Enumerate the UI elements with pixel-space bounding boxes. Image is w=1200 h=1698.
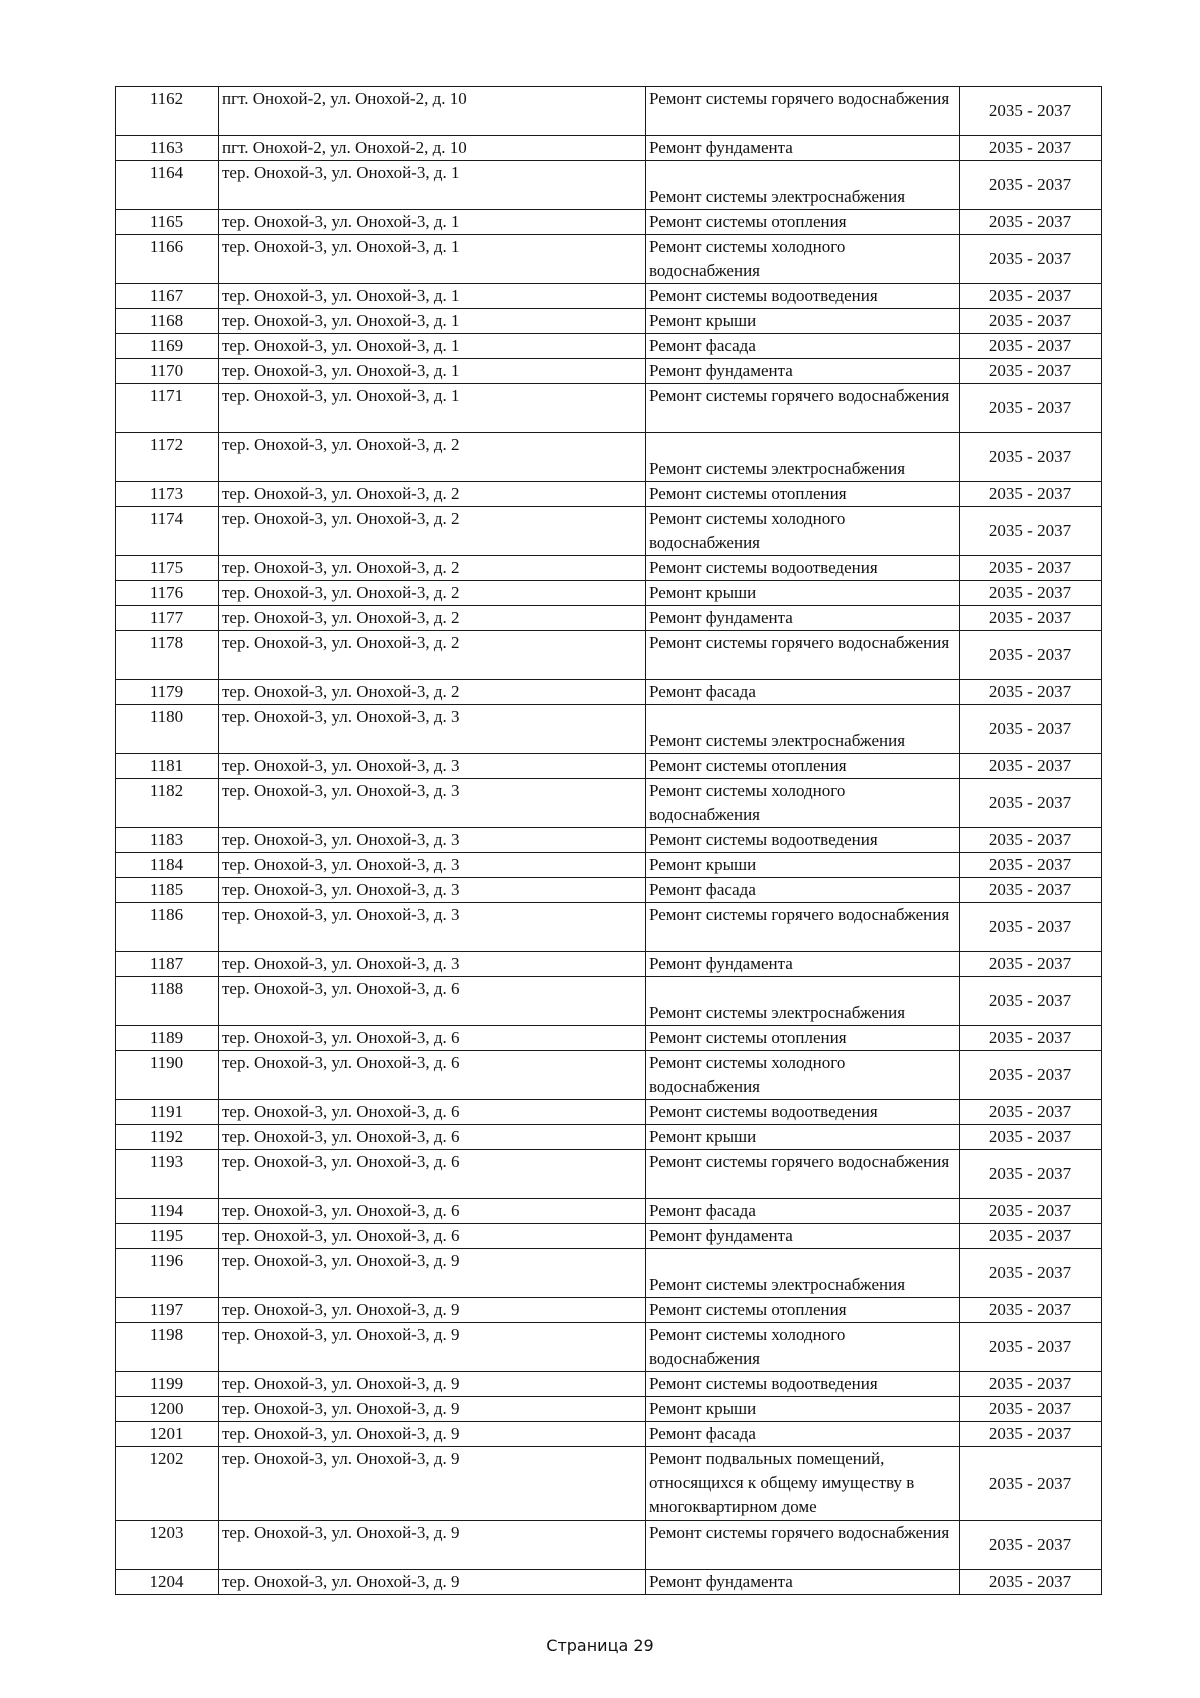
table-row xyxy=(116,210,1102,235)
row-period: 2035 - 2037 xyxy=(960,309,1102,334)
row-address: тер. Онохой-3, ул. Онохой-3, д. 2 xyxy=(219,556,646,581)
table-row xyxy=(116,952,1102,977)
table-row xyxy=(116,1125,1102,1150)
table-row xyxy=(116,433,1102,482)
row-address: пгт. Онохой-2, ул. Онохой-2, д. 10 xyxy=(219,136,646,161)
row-address: тер. Онохой-3, ул. Онохой-3, д. 1 xyxy=(219,284,646,309)
row-work-type: Ремонт системы горячего водоснабжения xyxy=(646,1521,960,1570)
table-row xyxy=(116,507,1102,556)
table-row xyxy=(116,87,1102,136)
row-number: 1175 xyxy=(116,556,219,581)
row-number: 1188 xyxy=(116,977,219,1026)
row-number: 1177 xyxy=(116,606,219,631)
row-number: 1186 xyxy=(116,903,219,952)
row-work-type: Ремонт системы холодного водоснабжения xyxy=(646,1051,960,1100)
row-period: 2035 - 2037 xyxy=(960,606,1102,631)
row-address: тер. Онохой-3, ул. Онохой-3, д. 2 xyxy=(219,680,646,705)
row-address: тер. Онохой-3, ул. Онохой-3, д. 9 xyxy=(219,1447,646,1521)
row-number: 1191 xyxy=(116,1100,219,1125)
row-period: 2035 - 2037 xyxy=(960,1125,1102,1150)
row-period: 2035 - 2037 xyxy=(960,1422,1102,1447)
row-address: тер. Онохой-3, ул. Онохой-3, д. 9 xyxy=(219,1298,646,1323)
row-address: тер. Онохой-3, ул. Онохой-3, д. 3 xyxy=(219,952,646,977)
row-address: тер. Онохой-3, ул. Онохой-3, д. 3 xyxy=(219,853,646,878)
row-work-type: Ремонт фасада xyxy=(646,1422,960,1447)
row-period: 2035 - 2037 xyxy=(960,507,1102,556)
row-address: тер. Онохой-3, ул. Онохой-3, д. 9 xyxy=(219,1521,646,1570)
row-period: 2035 - 2037 xyxy=(960,680,1102,705)
row-work-type: Ремонт системы водоотведения xyxy=(646,556,960,581)
row-period: 2035 - 2037 xyxy=(960,359,1102,384)
row-work-type: Ремонт системы горячего водоснабжения xyxy=(646,87,960,136)
row-address: тер. Онохой-3, ул. Онохой-3, д. 2 xyxy=(219,606,646,631)
row-number: 1193 xyxy=(116,1150,219,1199)
table-row xyxy=(116,1570,1102,1595)
table-row xyxy=(116,1422,1102,1447)
row-address: тер. Онохой-3, ул. Онохой-3, д. 6 xyxy=(219,1051,646,1100)
table-row xyxy=(116,1051,1102,1100)
row-period: 2035 - 2037 xyxy=(960,1249,1102,1298)
row-address: тер. Онохой-3, ул. Онохой-3, д. 2 xyxy=(219,581,646,606)
row-address: тер. Онохой-3, ул. Онохой-3, д. 9 xyxy=(219,1422,646,1447)
row-address: тер. Онохой-3, ул. Онохой-3, д. 1 xyxy=(219,210,646,235)
row-work-type: Ремонт фасада xyxy=(646,1199,960,1224)
row-period: 2035 - 2037 xyxy=(960,779,1102,828)
row-address: тер. Онохой-3, ул. Онохой-3, д. 6 xyxy=(219,1224,646,1249)
row-address: тер. Онохой-3, ул. Онохой-3, д. 2 xyxy=(219,482,646,507)
row-work-type: Ремонт системы электроснабжения xyxy=(646,977,960,1026)
row-work-type: Ремонт системы горячего водоснабжения xyxy=(646,631,960,680)
row-address: тер. Онохой-3, ул. Онохой-3, д. 3 xyxy=(219,705,646,754)
row-period: 2035 - 2037 xyxy=(960,1051,1102,1100)
row-period: 2035 - 2037 xyxy=(960,581,1102,606)
row-work-type: Ремонт системы водоотведения xyxy=(646,828,960,853)
row-number: 1165 xyxy=(116,210,219,235)
table-row xyxy=(116,1224,1102,1249)
row-period: 2035 - 2037 xyxy=(960,235,1102,284)
row-work-type: Ремонт системы отопления xyxy=(646,210,960,235)
row-period: 2035 - 2037 xyxy=(960,1447,1102,1521)
row-address: тер. Онохой-3, ул. Онохой-3, д. 1 xyxy=(219,359,646,384)
row-work-type: Ремонт фундамента xyxy=(646,136,960,161)
table-row xyxy=(116,309,1102,334)
table-row xyxy=(116,359,1102,384)
row-period: 2035 - 2037 xyxy=(960,433,1102,482)
row-address: тер. Онохой-3, ул. Онохой-3, д. 6 xyxy=(219,1150,646,1199)
row-period: 2035 - 2037 xyxy=(960,334,1102,359)
row-work-type: Ремонт системы холодного водоснабжения xyxy=(646,1323,960,1372)
row-work-type: Ремонт системы холодного водоснабжения xyxy=(646,779,960,828)
row-work-type: Ремонт системы электроснабжения xyxy=(646,433,960,482)
row-address: тер. Онохой-3, ул. Онохой-3, д. 3 xyxy=(219,903,646,952)
table-row xyxy=(116,828,1102,853)
row-number: 1199 xyxy=(116,1372,219,1397)
row-period: 2035 - 2037 xyxy=(960,754,1102,779)
row-number: 1164 xyxy=(116,161,219,210)
row-work-type: Ремонт крыши xyxy=(646,853,960,878)
row-number: 1200 xyxy=(116,1397,219,1422)
row-address: тер. Онохой-3, ул. Онохой-3, д. 3 xyxy=(219,754,646,779)
row-period: 2035 - 2037 xyxy=(960,853,1102,878)
row-period: 2035 - 2037 xyxy=(960,705,1102,754)
row-address: тер. Онохой-3, ул. Онохой-3, д. 6 xyxy=(219,977,646,1026)
table-row xyxy=(116,1150,1102,1199)
table-row xyxy=(116,581,1102,606)
row-address: тер. Онохой-3, ул. Онохой-3, д. 1 xyxy=(219,309,646,334)
table-row xyxy=(116,754,1102,779)
row-work-type: Ремонт подвальных помещений, относящихся к общему имуществу в многоквартирном доме xyxy=(646,1447,960,1521)
row-work-type: Ремонт крыши xyxy=(646,581,960,606)
row-number: 1192 xyxy=(116,1125,219,1150)
row-address: тер. Онохой-3, ул. Онохой-3, д. 2 xyxy=(219,507,646,556)
row-address: тер. Онохой-3, ул. Онохой-3, д. 6 xyxy=(219,1026,646,1051)
row-period: 2035 - 2037 xyxy=(960,1199,1102,1224)
row-work-type: Ремонт крыши xyxy=(646,309,960,334)
row-work-type: Ремонт системы холодного водоснабжения xyxy=(646,235,960,284)
table-row xyxy=(116,779,1102,828)
row-address: тер. Онохой-3, ул. Онохой-3, д. 1 xyxy=(219,384,646,433)
row-work-type: Ремонт системы электроснабжения xyxy=(646,161,960,210)
row-number: 1183 xyxy=(116,828,219,853)
row-address: тер. Онохой-3, ул. Онохой-3, д. 6 xyxy=(219,1125,646,1150)
row-period: 2035 - 2037 xyxy=(960,284,1102,309)
table-row xyxy=(116,1372,1102,1397)
table-row xyxy=(116,1249,1102,1298)
row-work-type: Ремонт системы отопления xyxy=(646,1026,960,1051)
row-period: 2035 - 2037 xyxy=(960,878,1102,903)
row-period: 2035 - 2037 xyxy=(960,1323,1102,1372)
table-row xyxy=(116,878,1102,903)
table-row xyxy=(116,631,1102,680)
row-number: 1171 xyxy=(116,384,219,433)
row-work-type: Ремонт системы отопления xyxy=(646,482,960,507)
row-address: тер. Онохой-3, ул. Онохой-3, д. 9 xyxy=(219,1397,646,1422)
table-row xyxy=(116,136,1102,161)
row-work-type: Ремонт фасада xyxy=(646,878,960,903)
table-row xyxy=(116,1199,1102,1224)
row-number: 1185 xyxy=(116,878,219,903)
row-number: 1162 xyxy=(116,87,219,136)
row-work-type: Ремонт крыши xyxy=(646,1125,960,1150)
row-work-type: Ремонт фундамента xyxy=(646,1570,960,1595)
row-period: 2035 - 2037 xyxy=(960,161,1102,210)
row-address: тер. Онохой-3, ул. Онохой-3, д. 9 xyxy=(219,1372,646,1397)
row-number: 1180 xyxy=(116,705,219,754)
row-address: тер. Онохой-3, ул. Онохой-3, д. 6 xyxy=(219,1199,646,1224)
page-number: Страница 29 xyxy=(546,1636,654,1655)
table-row xyxy=(116,1447,1102,1521)
row-period: 2035 - 2037 xyxy=(960,1026,1102,1051)
row-period: 2035 - 2037 xyxy=(960,482,1102,507)
row-period: 2035 - 2037 xyxy=(960,87,1102,136)
row-period: 2035 - 2037 xyxy=(960,1372,1102,1397)
table-row xyxy=(116,705,1102,754)
row-address: тер. Онохой-3, ул. Онохой-3, д. 6 xyxy=(219,1100,646,1125)
row-work-type: Ремонт системы горячего водоснабжения xyxy=(646,903,960,952)
row-number: 1178 xyxy=(116,631,219,680)
table-row xyxy=(116,334,1102,359)
row-work-type: Ремонт фасада xyxy=(646,680,960,705)
row-period: 2035 - 2037 xyxy=(960,1521,1102,1570)
row-period: 2035 - 2037 xyxy=(960,1298,1102,1323)
row-period: 2035 - 2037 xyxy=(960,1570,1102,1595)
row-period: 2035 - 2037 xyxy=(960,977,1102,1026)
table-row xyxy=(116,853,1102,878)
row-address: тер. Онохой-3, ул. Онохой-3, д. 3 xyxy=(219,828,646,853)
row-number: 1197 xyxy=(116,1298,219,1323)
table-row xyxy=(116,284,1102,309)
row-number: 1196 xyxy=(116,1249,219,1298)
works-table xyxy=(115,86,1102,1595)
row-work-type: Ремонт системы отопления xyxy=(646,1298,960,1323)
row-work-type: Ремонт фундамента xyxy=(646,952,960,977)
table-row xyxy=(116,161,1102,210)
row-number: 1168 xyxy=(116,309,219,334)
row-period: 2035 - 2037 xyxy=(960,1224,1102,1249)
table-row xyxy=(116,606,1102,631)
table-row xyxy=(116,1521,1102,1570)
row-period: 2035 - 2037 xyxy=(960,903,1102,952)
row-number: 1173 xyxy=(116,482,219,507)
table-row xyxy=(116,680,1102,705)
row-period: 2035 - 2037 xyxy=(960,1100,1102,1125)
row-address: тер. Онохой-3, ул. Онохой-3, д. 9 xyxy=(219,1570,646,1595)
row-number: 1176 xyxy=(116,581,219,606)
row-number: 1194 xyxy=(116,1199,219,1224)
row-work-type: Ремонт системы горячего водоснабжения xyxy=(646,1150,960,1199)
row-address: пгт. Онохой-2, ул. Онохой-2, д. 10 xyxy=(219,87,646,136)
table-row xyxy=(116,235,1102,284)
row-work-type: Ремонт системы водоотведения xyxy=(646,284,960,309)
row-period: 2035 - 2037 xyxy=(960,1150,1102,1199)
row-period: 2035 - 2037 xyxy=(960,556,1102,581)
row-address: тер. Онохой-3, ул. Онохой-3, д. 3 xyxy=(219,878,646,903)
table-row xyxy=(116,903,1102,952)
table-row xyxy=(116,1026,1102,1051)
row-number: 1182 xyxy=(116,779,219,828)
row-address: тер. Онохой-3, ул. Онохой-3, д. 3 xyxy=(219,779,646,828)
row-address: тер. Онохой-3, ул. Онохой-3, д. 9 xyxy=(219,1249,646,1298)
table-row xyxy=(116,977,1102,1026)
row-number: 1167 xyxy=(116,284,219,309)
row-number: 1195 xyxy=(116,1224,219,1249)
row-number: 1172 xyxy=(116,433,219,482)
row-number: 1204 xyxy=(116,1570,219,1595)
row-period: 2035 - 2037 xyxy=(960,1397,1102,1422)
row-number: 1190 xyxy=(116,1051,219,1100)
table-row xyxy=(116,1100,1102,1125)
row-work-type: Ремонт системы отопления xyxy=(646,754,960,779)
row-work-type: Ремонт системы холодного водоснабжения xyxy=(646,507,960,556)
row-work-type: Ремонт крыши xyxy=(646,1397,960,1422)
row-number: 1179 xyxy=(116,680,219,705)
row-work-type: Ремонт фундамента xyxy=(646,1224,960,1249)
table-row xyxy=(116,384,1102,433)
row-period: 2035 - 2037 xyxy=(960,136,1102,161)
row-number: 1198 xyxy=(116,1323,219,1372)
row-address: тер. Онохой-3, ул. Онохой-3, д. 1 xyxy=(219,334,646,359)
row-work-type: Ремонт фасада xyxy=(646,334,960,359)
row-period: 2035 - 2037 xyxy=(960,384,1102,433)
row-number: 1187 xyxy=(116,952,219,977)
row-number: 1201 xyxy=(116,1422,219,1447)
row-work-type: Ремонт системы водоотведения xyxy=(646,1100,960,1125)
row-period: 2035 - 2037 xyxy=(960,210,1102,235)
row-work-type: Ремонт системы горячего водоснабжения xyxy=(646,384,960,433)
table-body xyxy=(116,87,1102,1595)
row-number: 1169 xyxy=(116,334,219,359)
row-address: тер. Онохой-3, ул. Онохой-3, д. 9 xyxy=(219,1323,646,1372)
row-period: 2035 - 2037 xyxy=(960,828,1102,853)
row-number: 1203 xyxy=(116,1521,219,1570)
row-number: 1189 xyxy=(116,1026,219,1051)
row-number: 1174 xyxy=(116,507,219,556)
row-number: 1184 xyxy=(116,853,219,878)
row-period: 2035 - 2037 xyxy=(960,631,1102,680)
row-work-type: Ремонт системы электроснабжения xyxy=(646,705,960,754)
row-work-type: Ремонт системы электроснабжения xyxy=(646,1249,960,1298)
row-address: тер. Онохой-3, ул. Онохой-3, д. 1 xyxy=(219,161,646,210)
table-row xyxy=(116,482,1102,507)
table-row xyxy=(116,556,1102,581)
row-number: 1163 xyxy=(116,136,219,161)
row-work-type: Ремонт фундамента xyxy=(646,359,960,384)
row-work-type: Ремонт системы водоотведения xyxy=(646,1372,960,1397)
row-address: тер. Онохой-3, ул. Онохой-3, д. 1 xyxy=(219,235,646,284)
row-period: 2035 - 2037 xyxy=(960,952,1102,977)
row-address: тер. Онохой-3, ул. Онохой-3, д. 2 xyxy=(219,631,646,680)
table-row xyxy=(116,1397,1102,1422)
row-number: 1202 xyxy=(116,1447,219,1521)
row-work-type: Ремонт фундамента xyxy=(646,606,960,631)
row-number: 1166 xyxy=(116,235,219,284)
table-row xyxy=(116,1298,1102,1323)
row-number: 1181 xyxy=(116,754,219,779)
row-number: 1170 xyxy=(116,359,219,384)
row-address: тер. Онохой-3, ул. Онохой-3, д. 2 xyxy=(219,433,646,482)
table-row xyxy=(116,1323,1102,1372)
